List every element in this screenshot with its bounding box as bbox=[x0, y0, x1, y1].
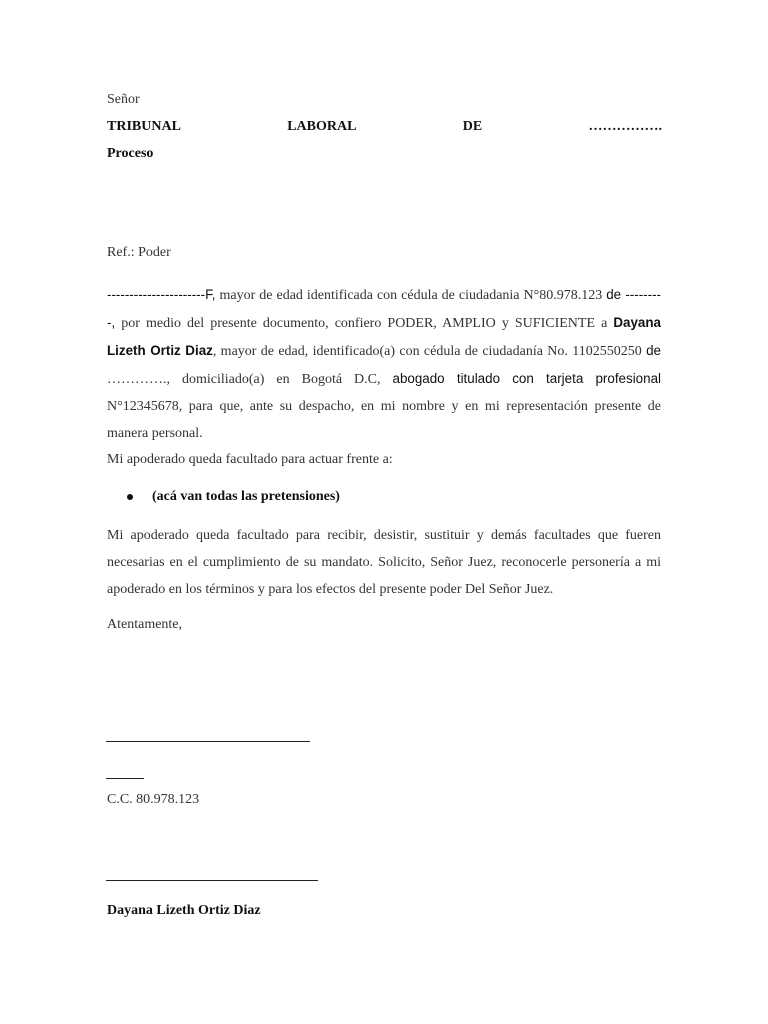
attorney-name: Dayana Lizeth Ortiz Diaz bbox=[107, 315, 661, 358]
grantor-signature-line-continuation bbox=[106, 778, 144, 779]
attorney-domicile-text: …………., domiciliado(a) en Bogotá D.C, bbox=[107, 372, 393, 387]
grantor-signature-line bbox=[106, 741, 310, 742]
attorney-professional-card-label: abogado titulado con tarjeta profesional bbox=[392, 371, 661, 386]
attorney-card-and-scope-text: N°12345678, para que, ante su despacho, en mi nombre y en mi representación presente de manera personal. bbox=[107, 399, 661, 441]
addressee-word-laboral: LABORAL bbox=[287, 119, 357, 134]
claims-placeholder: (acá van todas las pretensiones) bbox=[152, 489, 340, 504]
addressee-word-de: DE bbox=[462, 119, 483, 134]
grantor-name-placeholder: ----------------------F, bbox=[107, 287, 216, 302]
claims-list-item bbox=[127, 489, 340, 505]
grant-text: por medio del presente documento, confiero PODER, AMPLIO y SUFICIENTE a bbox=[115, 316, 614, 331]
bullet-icon bbox=[127, 494, 133, 500]
faculties-paragraph: Mi apoderado queda facultado para recibir, desistir, sustituir y demás facultades que fueren necesarias en el cumplimiento de su mandato. Solicito, Señor Juez, reconocerle personería a mi apoderado en los términos y para los efectos del presente poder Del Señor Juez. bbox=[107, 528, 661, 597]
closing: Atentamente, bbox=[107, 617, 183, 632]
reference-line: Ref.: Poder bbox=[107, 245, 171, 260]
attorney-signature-line bbox=[106, 880, 318, 881]
authority-intro: Mi apoderado queda facultado para actuar frente a: bbox=[107, 452, 393, 467]
attorney-id-de: de bbox=[646, 343, 661, 358]
attorney-id-text: , mayor de edad, identificado(a) con cédula de ciudadanía No. 1102550250 bbox=[212, 344, 647, 359]
attorney-signature-name: Dayana Lizeth Ortiz Diaz bbox=[107, 903, 261, 918]
addressee-line bbox=[107, 119, 662, 135]
salutation: Señor bbox=[107, 92, 140, 107]
power-of-attorney-paragraph bbox=[107, 281, 661, 447]
grantor-id-text: mayor de edad identificada con cédula de ciudadania N°80.978.123 bbox=[215, 288, 603, 303]
addressee-word-tribunal: TRIBUNAL bbox=[107, 119, 181, 134]
addressee-placeholder: ……………. bbox=[588, 119, 662, 134]
id-place-placeholder: de ---------, bbox=[107, 287, 661, 330]
proceso-label: Proceso bbox=[107, 146, 154, 161]
grantor-id-number: C.C. 80.978.123 bbox=[107, 792, 200, 807]
